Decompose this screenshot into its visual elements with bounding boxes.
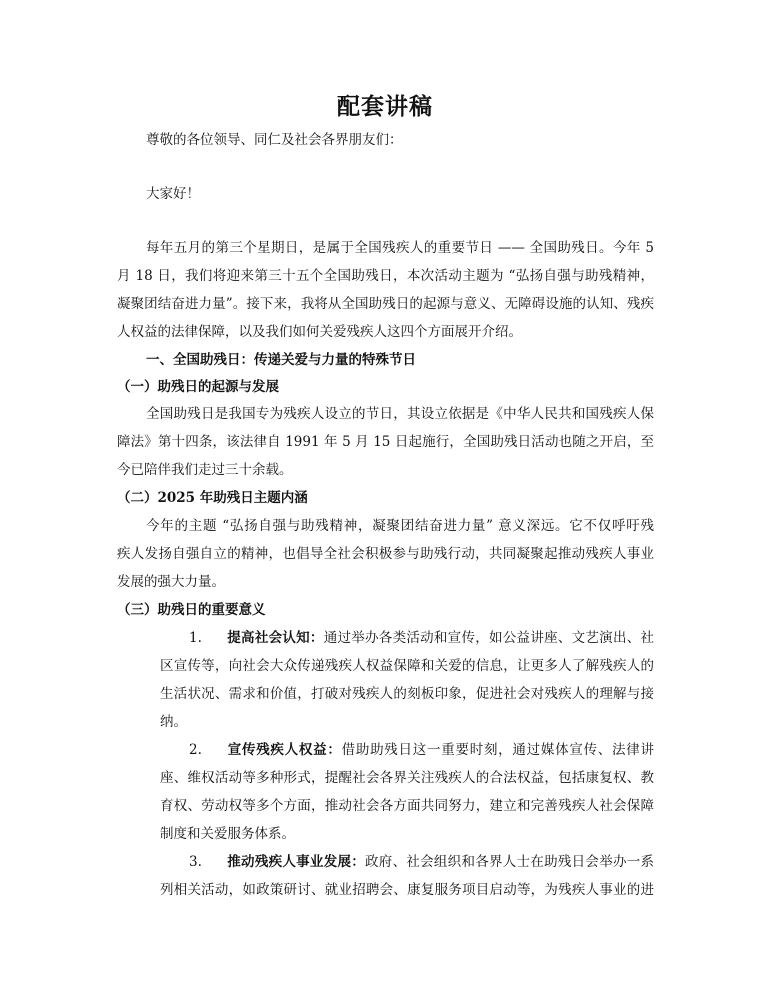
theme-line-1: 今年的主题 “弘扬自强与助残精神，凝聚团结奋进力量” 意义深远。它不仅呼吁残 — [146, 518, 654, 534]
list-item-text: 借助助残日这一重要时刻，通过媒体宣传、法律讲 — [341, 742, 655, 758]
subsection-heading-theme: （二）2025 年助残日主题内涵 — [117, 490, 308, 506]
list-number: 3. — [189, 854, 202, 870]
greeting: 尊敬的各位领导、同仁及社会各界朋友们： — [146, 132, 403, 148]
origin-line-2: 障法》第十四条，该法律自 1991 年 5 月 15 日起施行，全国助残日活动也随之开启，至 — [117, 434, 654, 450]
subsection-heading-significance: （三）助残日的重要意义 — [117, 602, 266, 618]
intro-line-4: 人权益的法律保障，以及我们如何关爱残疾人这四个方面展开介绍。 — [117, 324, 522, 340]
list-item-1-line-2: 区宣传等，向社会大众传递残疾人权益保障和关爱的信息，让更多人了解残疾人的 — [160, 658, 654, 674]
list-item-1-line-4: 纳。 — [160, 714, 187, 730]
list-item-text: 通过举办各类活动和宣传，如公益讲座、文艺演出、社 — [323, 630, 655, 646]
subsection-heading-origin: （一）助残日的起源与发展 — [117, 379, 279, 395]
list-number: 1. — [189, 630, 202, 646]
list-item-text: 政府、社会组织和各界人士在助残日会举办一系 — [365, 854, 655, 870]
list-item-3-first-line — [189, 852, 654, 872]
list-item-3-line-2: 列相关活动，如政策研讨、就业招聘会、康复服务项目启动等，为残疾人事业的进 — [160, 882, 654, 898]
origin-line-3: 今已陪伴我们走过三十余载。 — [117, 462, 293, 478]
hello-line: 大家好！ — [146, 186, 200, 202]
list-item-2-first-line — [189, 740, 654, 760]
theme-line-2: 疾人发扬自强自立的精神，也倡导全社会积极参与助残行动，共同凝聚起推动残疾人事业 — [117, 546, 654, 562]
list-item-2-line-4: 制度和关爱服务体系。 — [160, 826, 295, 842]
intro-line-1: 每年五月的第三个星期日，是属于全国残疾人的重要节日 —— 全国助残日。今年 5 — [146, 240, 654, 256]
list-item-label: 推动残疾人事业发展： — [227, 854, 366, 870]
list-item-2-line-2: 座、维权活动等多种形式，提醒社会各界关注残疾人的合法权益，包括康复权、教 — [160, 770, 654, 786]
list-item-2-line-3: 育权、劳动权等多个方面，推动社会各方面共同努力，建立和完善残疾人社会保障 — [160, 798, 654, 814]
theme-line-3: 发展的强大力量。 — [117, 574, 225, 590]
section-heading-1: 一、全国助残日：传递关爱与力量的特殊节日 — [146, 352, 416, 368]
list-number: 2. — [189, 742, 202, 758]
list-item-1-line-3: 生活状况、需求和价值，打破对残疾人的刻板印象，促进社会对残疾人的理解与接 — [160, 686, 654, 702]
page-title: 配套讲稿 — [337, 93, 433, 120]
origin-line-1: 全国助残日是我国专为残疾人设立的节日，其设立依据是《中华人民共和国残疾人保 — [146, 406, 654, 422]
intro-line-3: 凝聚团结奋进力量”。接下来，我将从全国助残日的起源与意义、无障碍设施的认知、残疾 — [117, 296, 654, 312]
intro-line-2: 月 18 日，我们将迎来第三十五个全国助残日，本次活动主题为 “弘扬自强与助残精神， — [117, 268, 654, 284]
list-item-label: 宣传残疾人权益： — [227, 742, 342, 758]
list-item-label: 提高社会认知： — [227, 630, 324, 646]
list-item-1-first-line — [189, 628, 654, 648]
